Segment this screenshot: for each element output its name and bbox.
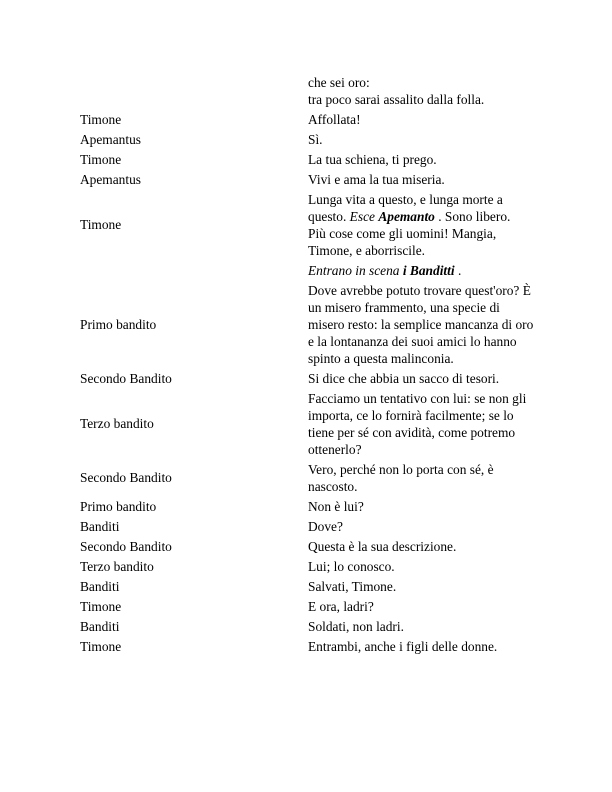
dialogue-row <box>80 616 540 636</box>
dialogue-row <box>80 368 540 388</box>
line-text: Non è lui? <box>308 498 364 514</box>
dialogue-row <box>80 129 540 149</box>
spoken-line <box>308 109 538 129</box>
speaker-name: Apemantus <box>80 131 141 147</box>
speaker-name <box>80 89 308 92</box>
speaker-name: Primo bandito <box>80 498 157 514</box>
dialogue-row <box>80 536 540 556</box>
line-text: La tua schiena, ti prego. <box>308 151 437 167</box>
dialogue-row <box>80 596 540 616</box>
line-text <box>308 191 538 225</box>
line-text: Questa è la sua descrizione. <box>308 538 457 554</box>
line-text: che sei oro: <box>308 74 370 90</box>
line-text: Si dice che abbia un sacco di tesori. <box>308 370 500 386</box>
dialogue-row <box>80 149 540 169</box>
speaker-name: Timone <box>80 638 122 654</box>
speaker-name <box>80 269 308 272</box>
speaker-name: Timone <box>80 598 122 614</box>
stage-direction: Esce <box>349 208 375 224</box>
speaker-name: Banditi <box>80 518 120 534</box>
line-text: tra poco sarai assalito dalla folla. <box>308 91 485 107</box>
spoken-line <box>308 496 538 516</box>
line-text: Salvati, Timone. <box>308 578 397 594</box>
line-text: Sì. <box>308 131 323 147</box>
character-name: i Banditti <box>402 262 455 278</box>
dialogue-row <box>80 576 540 596</box>
speaker-name: Banditi <box>80 578 120 594</box>
dialogue-table <box>80 72 540 656</box>
speaker-name: Apemantus <box>80 171 141 187</box>
spoken-line <box>308 459 538 496</box>
dialogue-row <box>80 459 540 496</box>
dialogue-row <box>80 496 540 516</box>
dialogue-row <box>80 556 540 576</box>
spoken-line <box>308 368 538 388</box>
dialogue-row <box>80 189 540 260</box>
stage-direction-cell <box>308 260 538 280</box>
speaker-name: Banditi <box>80 618 120 634</box>
line-text: Dove avrebbe potuto trovare quest'oro? È un misero frammento, una specie di misero resto: la semplice mancanza di oro e la lontananza dei suoi amici lo hanno spinto a questa malinconia. <box>308 282 534 366</box>
spoken-line <box>308 388 538 459</box>
line-text: Facciamo un tentativo con lui: se non gli importa, ce lo fornirà facilmente; se lo tiene per sé con avidità, come potremo ottenerlo? <box>308 390 527 457</box>
spoken-line <box>308 280 538 368</box>
spoken-line <box>308 189 538 260</box>
line-text: Soldati, non ladri. <box>308 618 404 634</box>
speaker-name: Terzo bandito <box>80 558 154 574</box>
stage-direction-end: . <box>457 262 462 278</box>
line-text-part: . Sono libero. <box>438 208 511 224</box>
dialogue-row <box>80 72 540 109</box>
dialogue-row <box>80 280 540 368</box>
spoken-line <box>308 516 538 536</box>
line-text: Dove? <box>308 518 343 534</box>
stage-direction <box>308 262 538 279</box>
line-text-part: Lunga vita a questo, e lunga morte a questo. <box>308 191 503 224</box>
speaker-name: Timone <box>80 111 122 127</box>
dialogue-row <box>80 109 540 129</box>
spoken-line <box>308 596 538 616</box>
dialogue-row <box>80 388 540 459</box>
line-text: Lui; lo conosco. <box>308 558 395 574</box>
line-text: Vivi e ama la tua miseria. <box>308 171 445 187</box>
speaker-name: Primo bandito <box>80 316 157 332</box>
line-text: Entrambi, anche i figli delle donne. <box>308 638 498 654</box>
line-text: E ora, ladri? <box>308 598 374 614</box>
line-text: Vero, perché non lo porta con sé, è nascosto. <box>308 461 494 494</box>
spoken-line <box>308 576 538 596</box>
speaker-name: Timone <box>80 217 122 232</box>
line-text: Più cose come gli uomini! Mangia, Timone, e aborriscile. <box>308 225 497 258</box>
spoken-line <box>308 169 538 189</box>
dialogue-row <box>80 260 540 280</box>
speaker-name: Secondo Bandito <box>80 370 172 386</box>
spoken-line <box>308 636 538 656</box>
speaker-name: Secondo Bandito <box>80 470 172 485</box>
character-name: Apemanto <box>378 208 435 224</box>
spoken-line <box>308 149 538 169</box>
speaker-name: Secondo Bandito <box>80 538 172 554</box>
speaker-name: Timone <box>80 151 122 167</box>
spoken-line <box>308 616 538 636</box>
stage-direction-text: Entrano in scena <box>308 262 400 278</box>
speaker-name: Terzo bandito <box>80 416 154 431</box>
spoken-line <box>308 556 538 576</box>
spoken-line <box>308 536 538 556</box>
dialogue-row <box>80 636 540 656</box>
spoken-line <box>308 72 538 109</box>
line-text: Affollata! <box>308 111 361 127</box>
dialogue-row <box>80 516 540 536</box>
spoken-line <box>308 129 538 149</box>
dialogue-row <box>80 169 540 189</box>
